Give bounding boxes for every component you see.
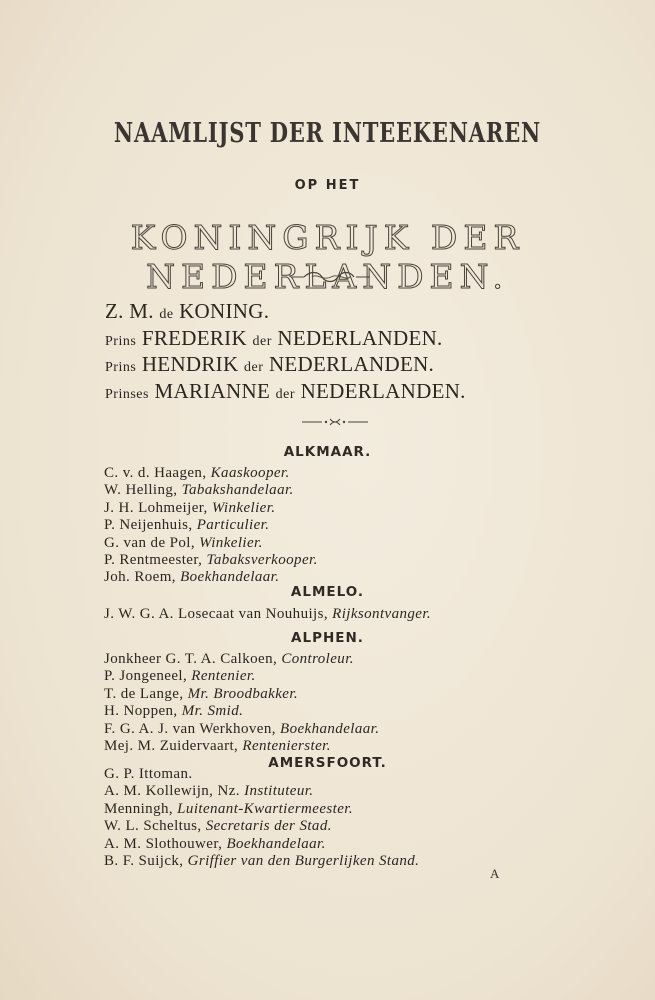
- royal-name: KONING.: [173, 299, 270, 323]
- list-item: P. Rentmeester, Tabaksverkooper.: [104, 552, 318, 569]
- list-item: T. de Lange, Mr. Broodbakker.: [104, 685, 299, 702]
- list-item: A. M. Slothouwer, Boekhandelaar.: [104, 835, 326, 852]
- royal-list: [105, 300, 466, 406]
- list-item: G. van de Pol, Winkelier.: [104, 534, 263, 551]
- list-item: G. P. Ittoman.: [104, 766, 193, 782]
- section-heading-alphen: ALPHEN.: [291, 630, 364, 646]
- list-item: F. G. A. J. van Werkhoven, Boekhandelaar.: [104, 720, 380, 737]
- royal-name: FREDERIK: [136, 325, 253, 350]
- list-item: W. L. Scheltus, Secretaris der Stad.: [104, 818, 332, 835]
- royal-small-caps: Prins: [105, 333, 137, 349]
- royal-line: [105, 327, 466, 354]
- kingdom-heading: KONINGRIJK DER NEDERLANDEN.: [130, 218, 525, 296]
- section-heading-alkmaar: ALKMAAR.: [283, 444, 372, 460]
- list-item: Jonkheer G. T. A. Calkoen, Controleur.: [104, 651, 354, 667]
- list-item: B. F. Suijck, Griffier van den Burgerlijken Stand.: [104, 853, 420, 870]
- signature-mark: A: [490, 866, 500, 881]
- ornament-divider-icon: [300, 417, 370, 427]
- royal-name: NEDERLANDEN.: [271, 325, 443, 350]
- list-item: H. Noppen, Mr. Smid.: [104, 703, 244, 720]
- section-entries-alkmaar: [104, 465, 318, 587]
- royal-small-caps: de: [159, 307, 174, 322]
- list-item: Mej. M. Zuidervaart, Rentenierster.: [104, 738, 331, 755]
- section-entries-amersfoort: [104, 766, 419, 870]
- list-item: Joh. Roem, Boekhandelaar.: [104, 569, 280, 586]
- list-item: P. Neijenhuis, Particulier.: [104, 517, 270, 534]
- royal-small-caps: Prins: [105, 360, 137, 375]
- royal-line: [105, 353, 466, 380]
- section-entries-alphen: [104, 651, 379, 755]
- page-title: NAAMLIJST DER INTEEKENAREN: [113, 118, 542, 149]
- royal-small-caps: Prinses: [105, 386, 149, 402]
- list-item: J. W. G. A. Losecaat van Nouhuijs, Rijksontvanger.: [104, 606, 432, 622]
- section-heading-amersfoort: AMERSFOORT.: [268, 755, 387, 771]
- page-subtitle: OP HET: [294, 178, 361, 193]
- royal-small-caps: der: [244, 360, 264, 375]
- royal-name: NEDERLANDEN.: [295, 378, 466, 403]
- royal-prefix: Z. M.: [105, 299, 160, 323]
- royal-name: MARIANNE: [148, 378, 276, 403]
- list-item: Menningh, Luitenant-Kwartiermeester.: [104, 800, 353, 817]
- ornament-scroll-icon: [290, 270, 372, 284]
- royal-line: [105, 380, 466, 407]
- royal-small-caps: der: [275, 386, 296, 402]
- royal-name: HENDRIK: [136, 352, 244, 376]
- section-heading-almelo: ALMELO.: [290, 584, 365, 600]
- royal-small-caps: der: [252, 333, 272, 349]
- section-entries-almelo: [104, 606, 431, 623]
- list-item: J. H. Lohmeijer, Winkelier.: [104, 499, 276, 516]
- list-item: P. Jongeneel, Rentenier.: [104, 668, 256, 685]
- list-item: W. Helling, Tabakshandelaar.: [104, 482, 294, 499]
- royal-line: [105, 300, 466, 327]
- list-item: A. M. Kollewijn, Nz. Instituteur.: [104, 783, 314, 800]
- royal-name: NEDERLANDEN.: [263, 352, 435, 376]
- list-item: C. v. d. Haagen, Kaaskooper.: [104, 465, 290, 481]
